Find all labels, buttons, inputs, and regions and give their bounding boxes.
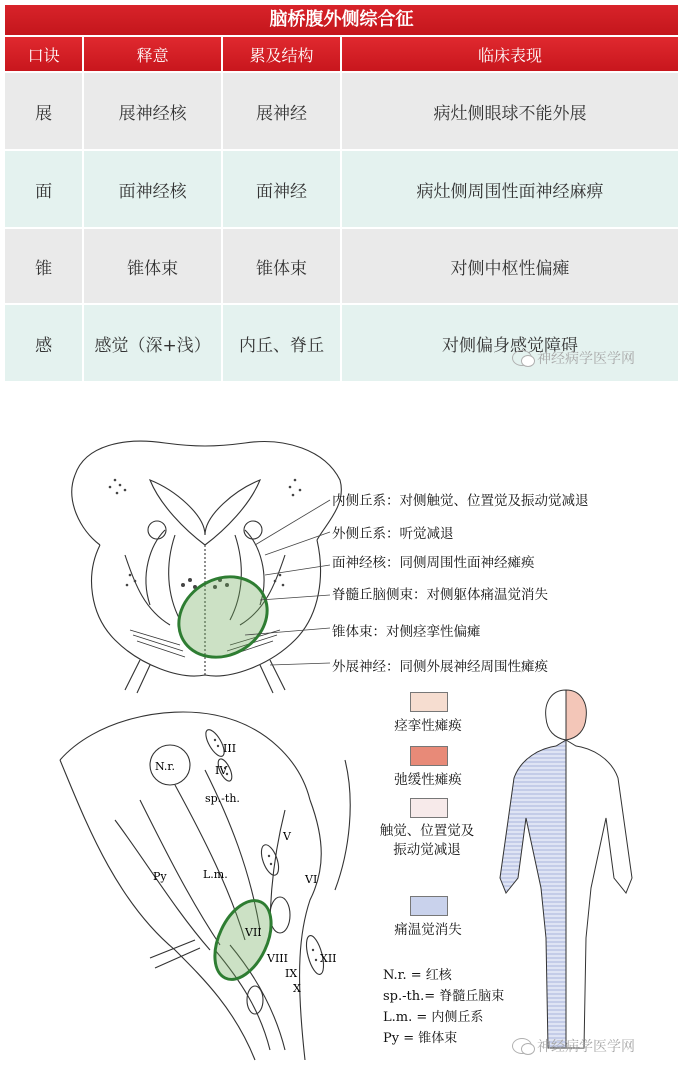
label-xii: XII bbox=[320, 952, 337, 965]
cell-meaning: 感觉（深+浅） bbox=[84, 305, 223, 381]
cell-meaning: 展神经核 bbox=[84, 73, 223, 149]
legend-label-flaccid: 弛缓性瘫痪 bbox=[394, 772, 462, 788]
legend-label-spastic: 痉挛性瘫痪 bbox=[394, 718, 462, 734]
label-py: Py bbox=[153, 870, 167, 883]
cell-structure: 展神经 bbox=[223, 73, 342, 149]
brainstem-sagittal-diagram bbox=[55, 700, 365, 1070]
table-title: 脑桥腹外侧综合征 bbox=[5, 5, 678, 35]
legend-swatch-flaccid bbox=[410, 746, 448, 766]
cell-mnemonic: 展 bbox=[5, 73, 84, 149]
pons-cross-section bbox=[55, 435, 355, 695]
cell-clinical: 对侧偏身感觉障碍 bbox=[442, 335, 578, 356]
label-facial-nucleus: 面神经核：同侧周围性面神经瘫痪 bbox=[332, 555, 535, 571]
abbr-spth: sp.-th.= 脊髓丘脑束 bbox=[383, 989, 505, 1004]
abbr-py: Py = 锥体束 bbox=[383, 1031, 458, 1046]
legend-label-pain-temp: 痛温觉消失 bbox=[394, 922, 462, 938]
header-clinical: 临床表现 bbox=[478, 45, 543, 65]
body-figure bbox=[486, 688, 646, 1058]
syndrome-table bbox=[5, 5, 678, 381]
cell-mnemonic: 锥 bbox=[5, 229, 84, 303]
label-nr: N.r. bbox=[155, 760, 175, 773]
cell-mnemonic: 感 bbox=[5, 305, 84, 381]
header-mnemonic: 口诀 bbox=[5, 37, 84, 71]
cell-clinical: 对侧中枢性偏瘫 bbox=[450, 258, 570, 279]
cell-meaning: 面神经核 bbox=[84, 151, 223, 227]
table-header-row bbox=[5, 37, 678, 71]
label-lateral-lemniscus: 外侧丘系：听觉减退 bbox=[332, 526, 454, 542]
label-iii: III bbox=[223, 742, 237, 755]
watermark-text: 神经病学医学网 bbox=[537, 1039, 635, 1055]
cell-mnemonic: 面 bbox=[5, 151, 84, 227]
label-sp-th: sp.-th. bbox=[205, 792, 240, 805]
header-meaning: 释意 bbox=[84, 37, 223, 71]
label-ix: IX bbox=[285, 967, 298, 980]
label-vi: VI bbox=[305, 873, 318, 886]
table-row bbox=[5, 149, 678, 227]
label-viii: VIII bbox=[267, 952, 288, 965]
cell-meaning: 锥体束 bbox=[84, 229, 223, 303]
cell-structure: 锥体束 bbox=[223, 229, 342, 303]
watermark bbox=[512, 348, 635, 368]
table-row bbox=[5, 227, 678, 303]
table-row bbox=[5, 303, 678, 381]
label-pyramidal-tract: 锥体束：对侧痉挛性偏瘫 bbox=[332, 624, 481, 640]
label-abducens-nerve: 外展神经：同侧外展神经周围性瘫痪 bbox=[332, 659, 548, 675]
label-spinothalamic-tract: 脊髓丘脑侧束：对侧躯体痛温觉消失 bbox=[332, 587, 548, 603]
watermark-bottom bbox=[512, 1036, 635, 1056]
cell-clinical: 病灶侧眼球不能外展 bbox=[433, 103, 587, 124]
label-lm: L.m. bbox=[203, 868, 228, 881]
legend-swatch-touch bbox=[410, 798, 448, 818]
label-v: V bbox=[283, 830, 291, 843]
label-x: X bbox=[293, 982, 301, 995]
cell-structure: 面神经 bbox=[223, 151, 342, 227]
header-structure: 累及结构 bbox=[223, 37, 342, 71]
abbr-lm: L.m. = 内侧丘系 bbox=[383, 1010, 484, 1025]
legend-swatch-spastic bbox=[410, 692, 448, 712]
wechat-icon bbox=[512, 350, 532, 366]
label-vii: VII bbox=[245, 926, 262, 939]
legend-swatch-pain-temp bbox=[410, 896, 448, 916]
legend-label-touch: 触觉、位置觉及 振动觉减退 bbox=[379, 823, 475, 858]
watermark-text: 神经病学医学网 bbox=[537, 351, 635, 367]
table-row bbox=[5, 71, 678, 149]
label-iv: IV bbox=[215, 764, 228, 777]
label-medial-lemniscus: 内侧丘系：对侧触觉、位置觉及振动觉减退 bbox=[332, 493, 589, 509]
cell-clinical: 病灶侧周围性面神经麻痹 bbox=[416, 181, 604, 202]
wechat-icon bbox=[512, 1038, 532, 1054]
cell-structure: 内丘、脊丘 bbox=[223, 305, 342, 381]
abbr-nr: N.r. = 红核 bbox=[383, 968, 452, 983]
